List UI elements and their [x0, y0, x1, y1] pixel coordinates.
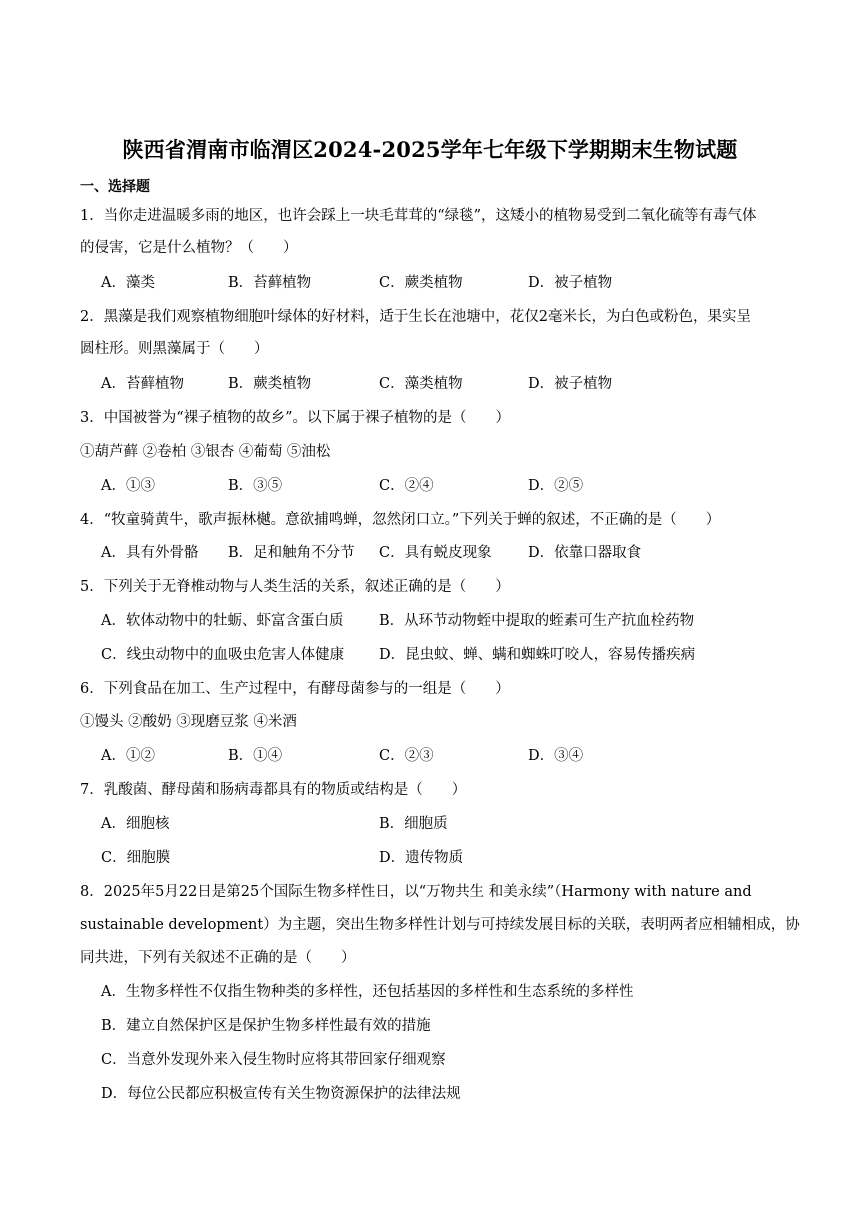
question-3-option-b: B．③⑤ [228, 478, 283, 494]
question-2-option-d: D．被子植物 [528, 376, 613, 392]
question-5-line-1: 5．下列关于无脊椎动物与人类生活的关系，叙述正确的是（ ） [80, 579, 510, 595]
question-8-line-2: sustainable development）为主题，突出生物多样性计划与可持续发展目标的关联，表明两者应相辅相成，协 [80, 917, 800, 933]
question-2-line-1: 2．黑藻是我们观察植物细胞叶绿体的好材料，适于生长在池塘中，花仅2毫米长，为白色或粉色，果实呈 [80, 309, 751, 325]
question-2-option-a: A．苔藓植物 [101, 376, 184, 392]
question-4-option-a: A．具有外骨骼 [101, 545, 199, 561]
question-1-option-b: B．苔藓植物 [228, 275, 312, 291]
question-2-option-b: B．蕨类植物 [228, 376, 312, 392]
question-1-option-d: D．被子植物 [528, 275, 613, 291]
question-3-option-d: D．②⑤ [528, 478, 584, 494]
question-4-option-c: C．具有蜕皮现象 [379, 545, 492, 561]
question-5-option-d: D．昆虫蚊、蝉、螨和蜘蛛叮咬人，容易传播疾病 [379, 647, 696, 663]
question-6-option-b: B．①④ [228, 748, 283, 764]
question-3-option-c: C．②④ [379, 478, 434, 494]
question-4-option-b: B．足和触角不分节 [228, 545, 355, 561]
question-7-option-b: B．细胞质 [379, 816, 448, 832]
question-6-line-1: 6．下列食品在加工、生产过程中，有酵母菌参与的一组是（ ） [80, 681, 510, 697]
question-3-option-a: A．①③ [101, 478, 155, 494]
question-1-line-1: 1．当你走进温暖多雨的地区，也许会踩上一块毛茸茸的“绿毯”，这矮小的植物易受到二氧化硫等有毒气体 [80, 208, 757, 224]
question-7-option-d: D．遗传物质 [379, 850, 464, 866]
question-2-option-c: C．藻类植物 [379, 376, 463, 392]
question-3-line-2: ①葫芦藓 ②卷柏 ③银杏 ④葡萄 ⑤油松 [80, 444, 331, 460]
section-heading: 一、选择题 [80, 179, 150, 195]
question-1-line-2: 的侵害，它是什么植物？（ ） [80, 240, 298, 256]
question-4-line-1: 4．“牧童骑黄牛，歌声振林樾。意欲捕鸣蝉，忽然闭口立。”下列关于蝉的叙述，不正确的是（ ） [80, 512, 721, 528]
question-6-option-d: D．③④ [528, 748, 584, 764]
question-7-option-c: C．细胞膜 [101, 850, 171, 866]
question-8-option-d: D．每位公民都应积极宣传有关生物资源保护的法律法规 [101, 1086, 461, 1102]
question-8-option-a: A．生物多样性不仅指生物种类的多样性，还包括基因的多样性和生态系统的多样性 [101, 984, 634, 1000]
question-5-option-a: A．软体动物中的牡蛎、虾富含蛋白质 [101, 613, 344, 629]
question-7-option-a: A．细胞核 [101, 816, 170, 832]
question-5-option-b: B．从环节动物蛭中提取的蛭素可生产抗血栓药物 [379, 613, 695, 629]
question-8-line-3: 同共进，下列有关叙述不正确的是（ ） [80, 950, 356, 966]
question-6-line-2: ①馒头 ②酸奶 ③现磨豆浆 ④米酒 [80, 714, 297, 730]
question-8-option-c: C．当意外发现外来入侵生物时应将其带回家仔细观察 [101, 1052, 446, 1068]
question-1-option-c: C．蕨类植物 [379, 275, 463, 291]
question-1-option-a: A．藻类 [101, 275, 155, 291]
question-7-line-1: 7．乳酸菌、酵母菌和肠病毒都具有的物质或结构是（ ） [80, 782, 467, 798]
page-title: 陕西省渭南市临渭区2024-2025学年七年级下学期期末生物试题 [122, 137, 738, 162]
question-6-option-a: A．①② [101, 748, 155, 764]
question-6-option-c: C．②③ [379, 748, 434, 764]
question-2-line-2: 圆柱形。则黑藻属于（ ） [80, 341, 269, 357]
question-8-line-1: 8．2025年5月22日是第25个国际生物多样性日，以“万物共生 和美永续”（Harmony with nature and [80, 884, 752, 900]
question-5-option-c: C．线虫动物中的血吸虫危害人体健康 [101, 647, 345, 663]
question-8-option-b: B．建立自然保护区是保护生物多样性最有效的措施 [101, 1018, 431, 1034]
question-4-option-d: D．依靠口器取食 [528, 545, 642, 561]
question-3-line-1: 3．中国被誉为“裸子植物的故乡”。以下属于裸子植物的是（ ） [80, 410, 511, 426]
